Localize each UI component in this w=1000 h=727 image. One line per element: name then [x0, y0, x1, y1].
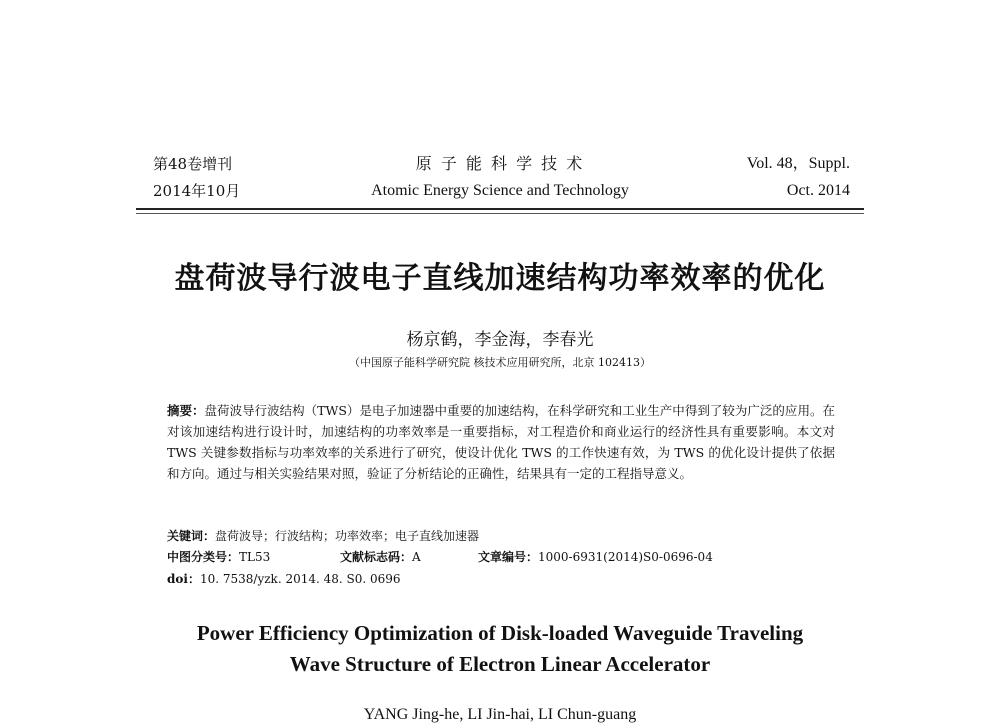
document-code: [340, 547, 421, 567]
doi-value: 10. 7538/yzk. 2014. 48. S0. 0696: [199, 572, 401, 586]
volume-issue-en: Vol. 48，Suppl.: [746, 155, 850, 172]
article-number-label: 文章编号：: [478, 550, 539, 564]
doi: [167, 569, 401, 589]
keywords-text: 盘荷波导；行波结构；功率效率；电子直线加速器: [215, 529, 480, 543]
keywords-label: 关键词：: [167, 529, 216, 543]
article-number-value: 1000-6931(2014)S0-0696-04: [538, 550, 713, 564]
header-rule-thick: [136, 208, 864, 210]
journal-name-en: Atomic Energy Science and Technology: [371, 182, 629, 199]
journal-name-zh: 原 子 能 科 学 技 术: [415, 154, 585, 173]
article-number: [478, 547, 713, 567]
doc-code-label: 文献标志码：: [340, 550, 413, 564]
keywords: [167, 526, 479, 546]
abstract-label: 摘要：: [167, 403, 205, 418]
publication-date-en: Oct. 2014: [786, 182, 850, 199]
clc-number: [167, 547, 270, 567]
abstract: [167, 400, 835, 484]
affiliation-zh: （中国原子能科学研究院 核技术应用研究所，北京 102413）: [349, 356, 651, 369]
doc-code-value: A: [412, 550, 421, 564]
article-title-zh: 盘荷波导行波电子直线加速结构功率效率的优化: [174, 261, 826, 296]
authors-en: YANG Jing-he, LI Jin-hai, LI Chun-guang: [363, 706, 637, 723]
publication-date-zh: 2014年10月: [153, 182, 241, 200]
article-title-en-line1: Power Efficiency Optimization of Disk-loaded Waveguide Traveling: [196, 621, 804, 645]
clc-value: TL53: [239, 550, 271, 564]
header-rule-thin: [136, 213, 864, 214]
doi-label: doi：: [167, 572, 200, 586]
volume-issue-zh: 第48卷增刊: [153, 155, 233, 173]
abstract-text: 盘荷波导行波结构（TWS）是电子加速器中重要的加速结构，在科学研究和工业生产中得到了较为广泛的应用。在对该加速结构进行设计时，加速结构的功率效率是一重要指标，对工程造价和商业运行的经济性具有重要影响。本文对 TWS 关键参数指标与功率效率的关系进行了研究，使设计优化 TWS 的工作快速有效，为 TWS 的优化设计提供了依据和方向。通过与相关实验结果对照，验证了分析结论的正确性，结果具有一定的工程指导意义。: [167, 403, 835, 481]
article-title-en-line2: Wave Structure of Electron Linear Accelerator: [289, 652, 711, 676]
authors-zh: 杨京鹤，李金海，李春光: [406, 330, 594, 350]
clc-label: 中图分类号：: [167, 550, 240, 564]
